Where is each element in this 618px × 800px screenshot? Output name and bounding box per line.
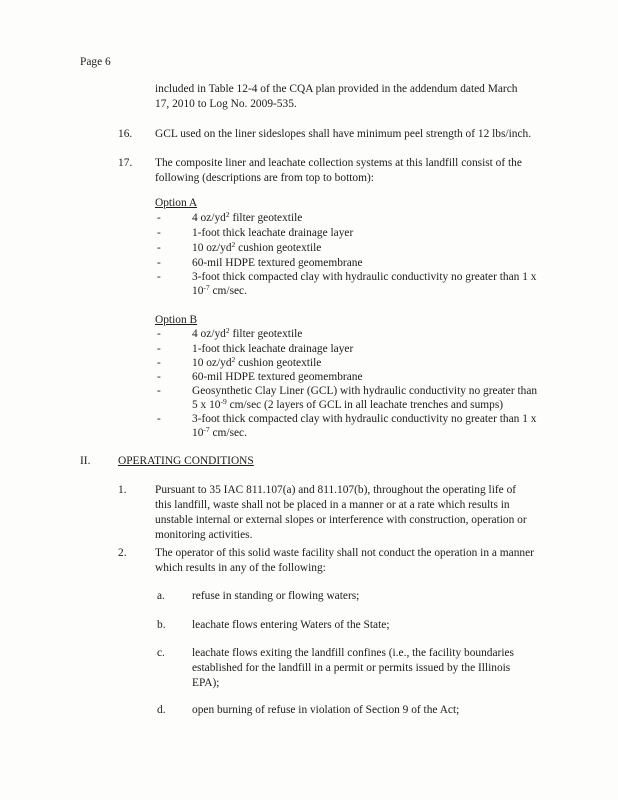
option-b-title: Option B xyxy=(155,314,198,326)
list-item: 60-mil HDPE textured geomembrane xyxy=(192,257,363,269)
text-line: which results in any of the following: xyxy=(155,562,326,574)
list-item-continuation: $10^{-7}$ cm/sec. xyxy=(192,425,247,439)
item-number: 16. xyxy=(118,128,133,140)
list-dash: - xyxy=(157,357,161,369)
list-dash: - xyxy=(157,212,161,224)
subitem-letter: d. xyxy=(157,704,166,716)
item-16-text: GCL used on the liner sideslopes shall have minimum peel strength of 12 lbs/inch. xyxy=(155,128,532,140)
text-line: leachate flows exiting the landfill confines (i.e., the facility boundaries xyxy=(192,647,514,659)
subitem-text xyxy=(192,646,592,691)
list-item: 4 $oz/yd^2$ filter geotextile xyxy=(192,326,303,340)
list-item: 60-mil HDPE textured geomembrane xyxy=(192,371,363,383)
page-label: Page 6 xyxy=(80,56,111,68)
text-line: Pursuant to 35 IAC 811.107(a) and 811.107(b), throughout the operating life of xyxy=(155,484,517,496)
list-dash: - xyxy=(157,227,161,239)
text-line: EPA); xyxy=(192,677,220,689)
list-item: 1-foot thick leachate drainage layer xyxy=(192,227,354,239)
list-dash: - xyxy=(157,242,161,254)
list-dash: - xyxy=(157,385,161,397)
list-item: 10 $oz/yd^2$ cushion geotextile xyxy=(192,355,322,369)
list-item: 10 $oz/yd^2$ cushion geotextile xyxy=(192,240,322,254)
list-dash: - xyxy=(157,413,161,425)
text-line: included in Table 12-4 of the CQA plan provided in the addendum dated March xyxy=(155,83,518,95)
section-heading: OPERATING CONDITIONS xyxy=(118,455,254,467)
list-dash: - xyxy=(157,371,161,383)
list-item-continuation: 5 x $10^{-9}$ cm/sec (2 layers of GCL in all leachate trenches and sumps) xyxy=(192,397,504,411)
text-line: unstable internal or external slopes or interference with construction, operation or xyxy=(155,514,527,526)
text-line: 17, 2010 to Log No. 2009-535. xyxy=(155,98,297,110)
list-dash: - xyxy=(157,328,161,340)
item-number: 1. xyxy=(118,484,127,496)
text-line: The operator of this solid waste facility shall not conduct the operation in a manner xyxy=(155,547,534,559)
item-number: 2. xyxy=(118,547,127,559)
operating-condition-2-text xyxy=(155,546,555,576)
subitem-text: refuse in standing or flowing waters; xyxy=(192,590,360,602)
subitem-letter: a. xyxy=(157,590,165,602)
list-item-continuation: $10^{-7}$ cm/sec. xyxy=(192,283,247,297)
list-dash: - xyxy=(157,257,161,269)
text-line: following (descriptions are from top to bottom): xyxy=(155,172,374,184)
intro-paragraph xyxy=(155,82,555,112)
text-line: established for the landfill in a permit or permits issued by the Illinois xyxy=(192,662,511,674)
item-17-text xyxy=(155,156,555,186)
subitem-text: leachate flows entering Waters of the State; xyxy=(192,619,390,631)
list-item: 3-foot thick compacted clay with hydraulic conductivity no greater than 1 x xyxy=(192,413,537,425)
list-item: 3-foot thick compacted clay with hydraulic conductivity no greater than 1 x xyxy=(192,271,537,283)
text-line: The composite liner and leachate collection systems at this landfill consist of the xyxy=(155,157,522,169)
text-line: this landfill, waste shall not be placed in a manner or at a rate which results in xyxy=(155,499,510,511)
list-item: Geosynthetic Clay Liner (GCL) with hydraulic conductivity no greater than xyxy=(192,385,538,397)
operating-condition-1-text xyxy=(155,483,555,543)
subitem-letter: b. xyxy=(157,619,166,631)
subitem-text: open burning of refuse in violation of Section 9 of the Act; xyxy=(192,704,460,716)
list-dash: - xyxy=(157,343,161,355)
text-line: monitoring activities. xyxy=(155,529,253,541)
item-number: 17. xyxy=(118,157,133,169)
subitem-letter: c. xyxy=(157,647,165,659)
section-number: II. xyxy=(80,455,91,467)
list-item: 1-foot thick leachate drainage layer xyxy=(192,343,354,355)
list-item: 4 $oz/yd^2$ filter geotextile xyxy=(192,210,303,224)
list-dash: - xyxy=(157,271,161,283)
option-a-title: Option A xyxy=(155,197,198,209)
